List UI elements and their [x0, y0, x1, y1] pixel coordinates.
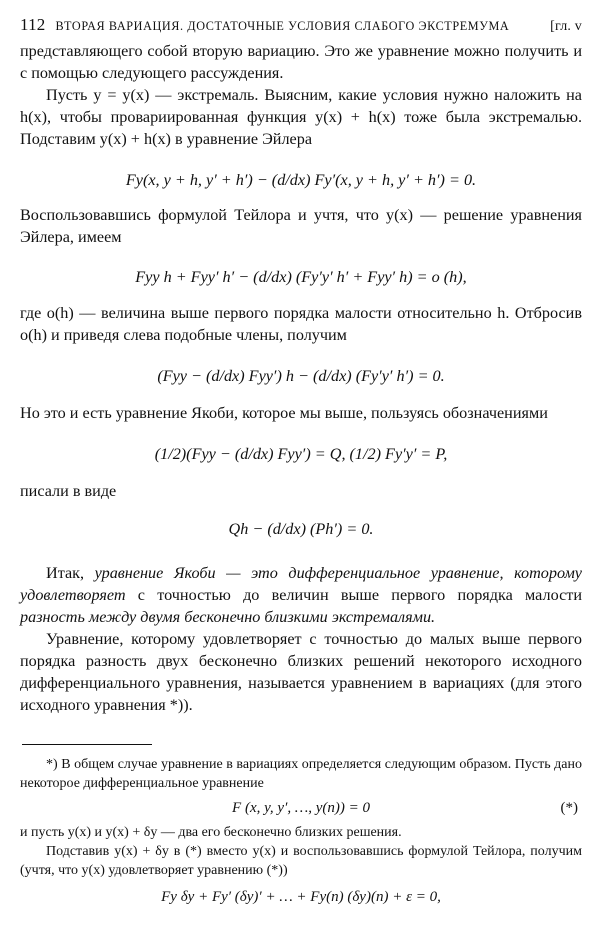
paragraph-6: писали в виде: [20, 482, 117, 500]
jacobi-equation: Qh − (d/dx) (Ph′) = 0.: [228, 520, 374, 538]
section-marker: [гл. v: [550, 19, 582, 34]
footnote-equation: [20, 793, 582, 823]
jacobi-form-equation: (Fyy − (d/dx) Fyy′) h − (d/dx) (Fy′y′ h′) = 0.: [157, 367, 445, 385]
page-header: [20, 14, 582, 40]
footnote: [20, 755, 582, 914]
page-number: 112: [20, 15, 46, 34]
footnote-text-2: и пусть y(x) и y(x) + δy — два его бесконечно близких решения.: [20, 825, 402, 840]
footnote-text-3: Подставив y(x) + δy в (*) вместо y(x) и воспользовавшись формулой Тейлора, получим (учтя, что y(x) удовлетворяет уравнению (*)): [20, 844, 582, 878]
running-title: ВТОРАЯ ВАРИАЦИЯ. ДОСТАТОЧНЫЕ УСЛОВИЯ СЛАБОГО ЭКСТРЕМУМА: [55, 19, 510, 33]
paragraph-7: [20, 562, 582, 628]
euler-equation: Fy(x, y + h, y′ + h′) − (d/dx) Fy′(x, y + h, y′ + h′) = 0.: [125, 171, 477, 189]
paragraph-8: Уравнение, которому удовлетворяет с точностью до малых выше первого порядка разность двух бесконечно близких решений некоторого исходного дифференциального уравнения, называется уравнением в вариациях (для этого исходного уравнения *)).: [20, 630, 582, 714]
footnote-equation-2: Fy δy + Fy′ (δy)′ + … + Fy(n) (δy)(n) + ε = 0,: [161, 889, 441, 905]
footnote-divider: [22, 744, 152, 745]
footnote-equation-body: F (x, y, y′, …, y(n)) = 0: [232, 800, 370, 816]
paragraph-2: Пусть y = y(x) — экстремаль. Выясним, какие условия нужно наложить на h(x), чтобы провариированная функция y(x) + h(x) тоже была экстремалью. Подставим y(x) + h(x) в уравнение Эйлера: [20, 86, 582, 148]
taylor-expansion-equation: Fyy h + Fyy′ h′ − (d/dx) (Fy′y′ h′ + Fyy′ h) = o (h),: [135, 268, 467, 286]
paragraph-5: Но это и есть уравнение Якоби, которое мы выше, пользуясь обозначениями: [20, 404, 548, 422]
paragraph-3: Воспользовавшись формулой Тейлора и учтя, что y(x) — решение уравнения Эйлера, имеем: [20, 206, 582, 246]
notation-equation: (1/2)(Fyy − (d/dx) Fyy′) = Q, (1/2) Fy′y′ = P,: [154, 445, 448, 463]
p7-italic-1: уравнение Якоби — это дифференциальное уравнение, которому удовлетворяет: [20, 564, 582, 604]
p7-middle: с точностью до величин выше первого порядка малости: [125, 586, 582, 604]
p7-italic-2: разность между двумя бесконечно близкими экстремалями.: [20, 608, 436, 626]
paragraph-4: где o(h) — величина выше первого порядка малости относительно h. Отбросив o(h) и приведя слева подобные члены, получим: [20, 304, 582, 344]
footnote-equation-tag: (*): [560, 800, 578, 816]
p7-lead: Итак,: [46, 564, 95, 582]
footnote-text-1: *) В общем случае уравнение в вариациях определяется следующим образом. Пусть дано некоторое дифференциальное уравнение: [20, 757, 582, 791]
paragraph-1: представляющего собой вторую вариацию. Это же уравнение можно получить и с помощью следующего рассуждения.: [20, 42, 582, 82]
